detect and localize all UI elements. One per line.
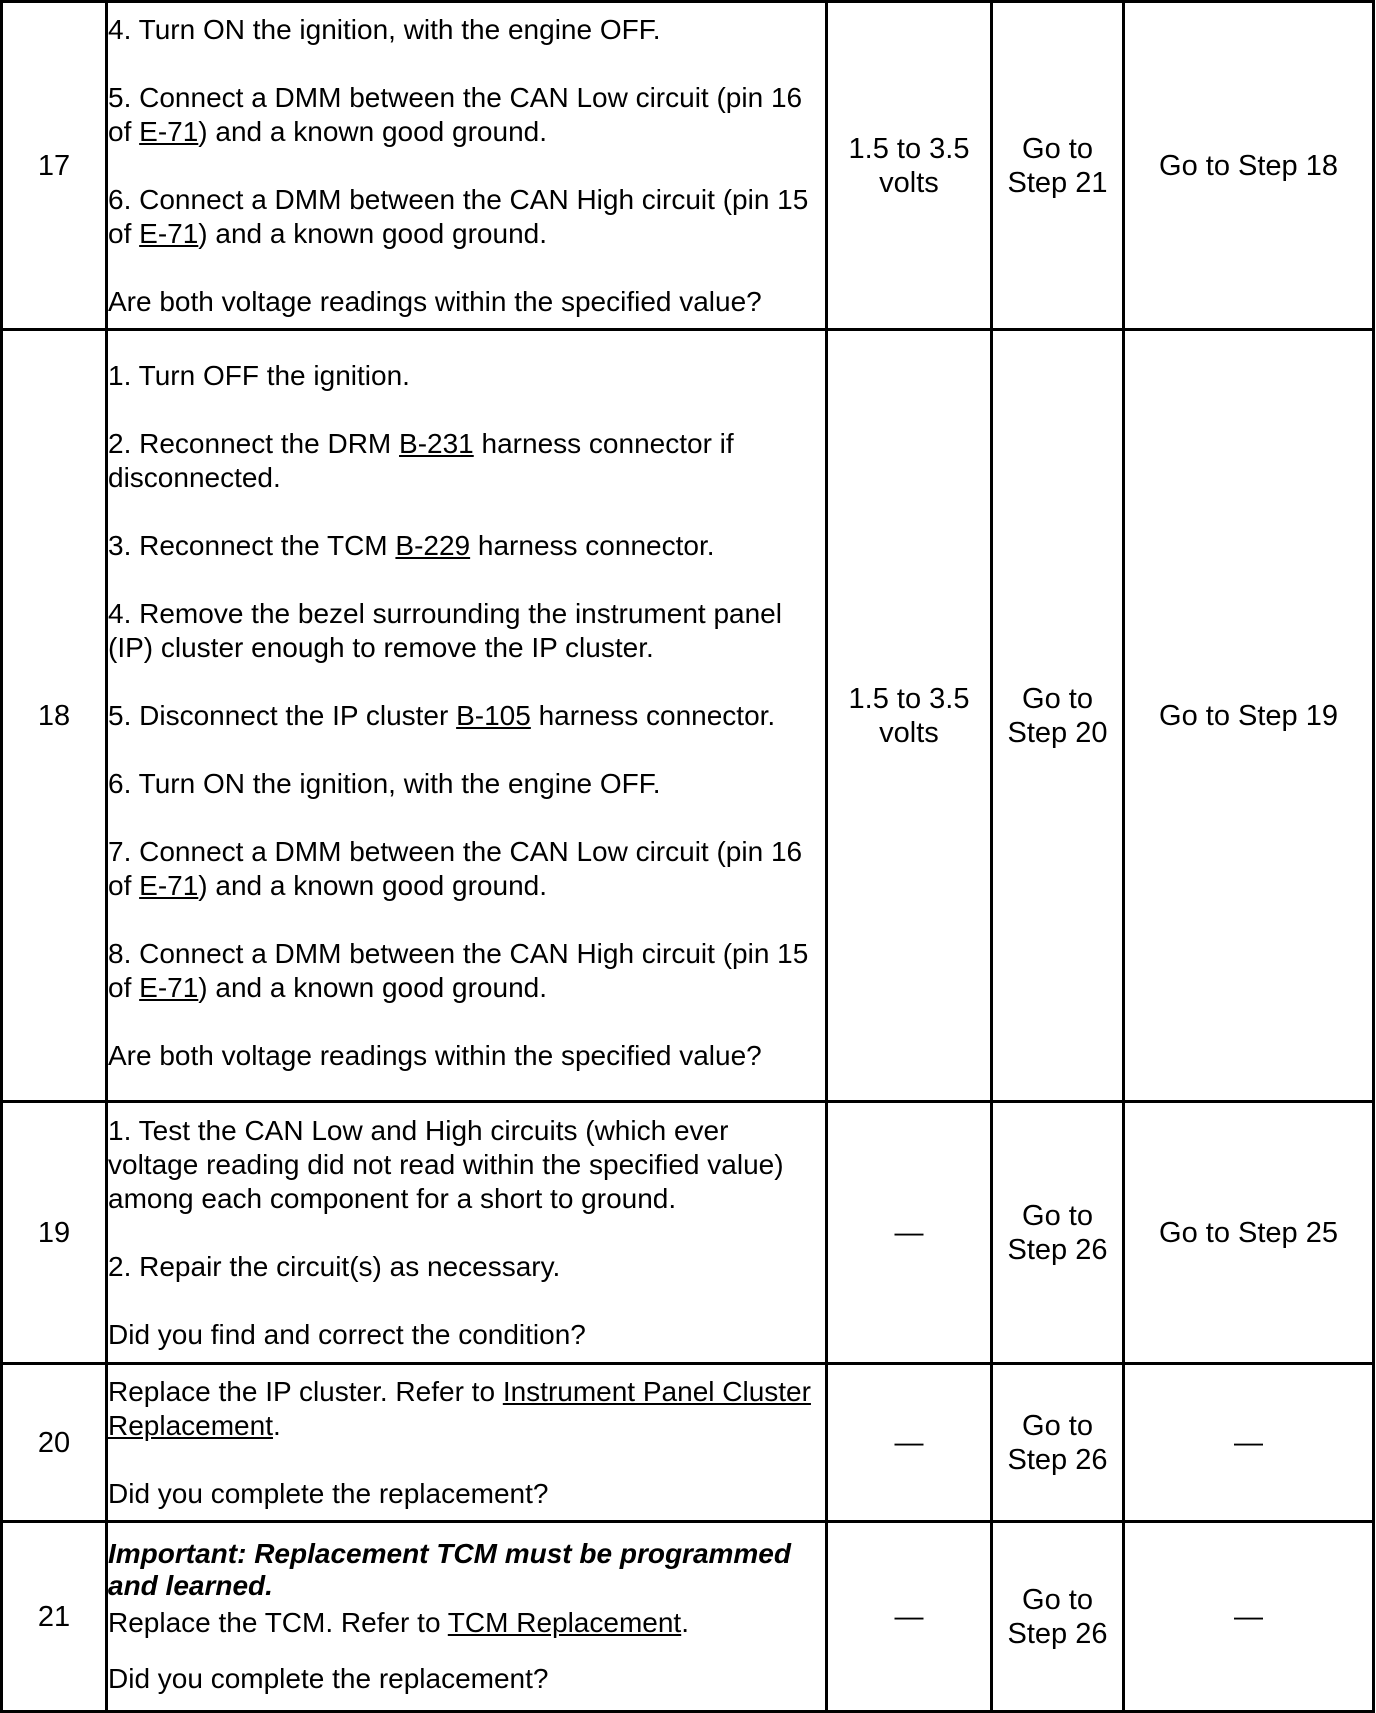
action-cell (107, 2, 827, 330)
action-question: Did you find and correct the condition? (108, 1318, 586, 1350)
specified-value: — (827, 1364, 992, 1522)
action-step: 1. Test the CAN Low and High circuits (which ever voltage reading did not read within the specified value) among each component for a short to ground. (108, 1114, 784, 1214)
connector-link[interactable]: E-71 (139, 115, 199, 147)
action-cell (107, 1102, 827, 1364)
yes-result: Go to Step 20 (992, 330, 1124, 1102)
action-question: Did you complete the replacement? (108, 1662, 549, 1694)
step-number: 20 (2, 1364, 107, 1522)
action-step: 2. Repair the circuit(s) as necessary. (108, 1250, 561, 1282)
connector-link[interactable]: B-229 (395, 529, 471, 561)
action-question: Did you complete the replacement? (108, 1477, 549, 1509)
action-step: 5. Connect a DMM between the CAN Low circuit (pin 16 of E-71) and a known good ground. (108, 81, 803, 147)
table-row (2, 1364, 1374, 1522)
no-result: Go to Step 25 (1124, 1102, 1374, 1364)
specified-value: 1.5 to 3.5 volts (827, 2, 992, 330)
action-cell (107, 1364, 827, 1522)
yes-result: Go to Step 26 (992, 1102, 1124, 1364)
yes-result: Go to Step 26 (992, 1522, 1124, 1712)
step-number: 17 (2, 2, 107, 330)
specified-value: 1.5 to 3.5 volts (827, 330, 992, 1102)
no-result: — (1124, 1522, 1374, 1712)
step-number: 18 (2, 330, 107, 1102)
action-step: 2. Reconnect the DRM B-231 harness connector if disconnected. (108, 427, 734, 493)
step-number: 19 (2, 1102, 107, 1364)
action-step: 4. Remove the bezel surrounding the instrument panel (IP) cluster enough to remove the IP cluster. (108, 597, 782, 663)
procedure-link[interactable]: TCM Replacement (447, 1606, 682, 1638)
procedure-link[interactable]: Instrument Panel Cluster Replacement (108, 1375, 811, 1441)
specified-value: — (827, 1522, 992, 1712)
no-result: Go to Step 19 (1124, 330, 1374, 1102)
table-row (2, 1522, 1374, 1712)
table-row (2, 2, 1374, 330)
connector-link[interactable]: E-71 (139, 869, 199, 901)
action-step: 4. Turn ON the ignition, with the engine OFF. (108, 13, 661, 45)
action-question: Are both voltage readings within the specified value? (108, 1039, 762, 1071)
action-step: 6. Connect a DMM between the CAN High circuit (pin 15 of E-71) and a known good ground. (108, 183, 809, 249)
action-step: 5. Disconnect the IP cluster B-105 harness connector. (108, 699, 776, 731)
no-result: Go to Step 18 (1124, 2, 1374, 330)
specified-value: — (827, 1102, 992, 1364)
action-step: 8. Connect a DMM between the CAN High circuit (pin 15 of E-71) and a known good ground. (108, 937, 809, 1003)
action-step: Replace the IP cluster. Refer to Instrument Panel Cluster Replacement. (108, 1375, 811, 1441)
connector-link[interactable]: B-105 (456, 699, 531, 731)
connector-link[interactable]: E-71 (139, 971, 199, 1003)
step-number: 21 (2, 1522, 107, 1712)
connector-link[interactable]: E-71 (139, 217, 199, 249)
yes-result: Go to Step 26 (992, 1364, 1124, 1522)
no-result: — (1124, 1364, 1374, 1522)
table-row (2, 1102, 1374, 1364)
action-step: 7. Connect a DMM between the CAN Low circuit (pin 16 of E-71) and a known good ground. (108, 835, 803, 901)
table-row (2, 330, 1374, 1102)
action-step: 1. Turn OFF the ignition. (108, 359, 410, 391)
important-note: Important: Replacement TCM must be programmed and learned. (108, 1537, 791, 1601)
action-question: Are both voltage readings within the specified value? (108, 285, 762, 317)
action-step: 3. Reconnect the TCM B-229 harness connector. (108, 529, 715, 561)
action-cell (107, 1522, 827, 1712)
yes-result: Go to Step 21 (992, 2, 1124, 330)
connector-link[interactable]: B-231 (399, 427, 474, 459)
action-step: 6. Turn ON the ignition, with the engine OFF. (108, 767, 661, 799)
action-step: Replace the TCM. Refer to TCM Replacement. (108, 1606, 689, 1638)
action-cell (107, 330, 827, 1102)
